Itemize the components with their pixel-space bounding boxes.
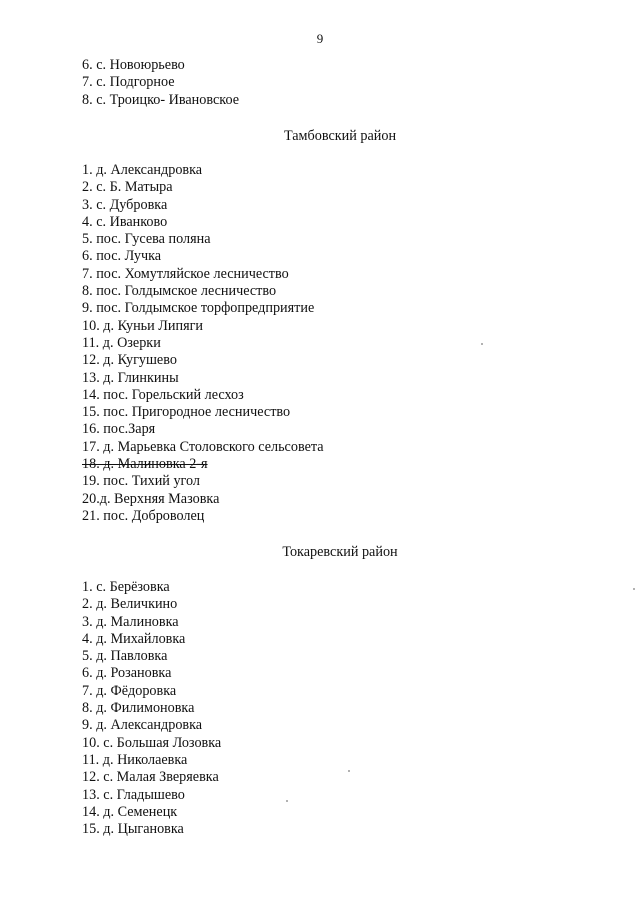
scan-speck: [286, 800, 288, 802]
section-heading-tambov: Тамбовский район: [283, 128, 397, 144]
list-item: 6. пос. Лучка: [82, 248, 162, 265]
list-item: 7. с. Подгорное: [82, 74, 175, 91]
list-item: 14. пос. Горельский лесхоз: [82, 386, 244, 403]
scan-speck: [481, 343, 483, 345]
list-item: 9. пос. Голдымское торфопредприятие: [82, 300, 315, 317]
list-item: 13. д. Глинкины: [82, 369, 179, 386]
list-item: 12. с. Малая Зверяевка: [82, 769, 219, 786]
list-item: 2. д. Величкино: [82, 596, 178, 613]
list-item: 2. с. Б. Матыра: [82, 179, 173, 196]
list-item: 9. д. Александровка: [82, 717, 203, 734]
section-heading-tokarev: Токаревский район: [282, 544, 398, 560]
list-item: 15. д. Цыгановка: [82, 821, 184, 838]
list-item: 14. д. Семенецк: [82, 803, 178, 820]
list-item: 11. д. Озерки: [82, 334, 161, 351]
list-item: 15. пос. Пригородное лесничество: [82, 404, 291, 421]
list-item: 6. с. Новоюрьево: [82, 57, 185, 73]
list-item: 8. пос. Голдымское лесничество: [82, 283, 277, 300]
list-item: 3. д. Малиновка: [82, 613, 179, 630]
list-item: 5. пос. Гусева поляна: [82, 231, 211, 248]
list-item: 19. пос. Тихий угол: [82, 473, 200, 490]
list-item: 21. пос. Доброволец: [82, 507, 205, 524]
list-item: 8. д. Филимоновка: [82, 700, 195, 717]
scan-speck: [348, 770, 350, 772]
list-item: 4. с. Иванково: [82, 213, 168, 230]
list-item: 20.д. Верхняя Мазовка: [82, 490, 220, 507]
list-item: 10. с. Большая Лозовка: [82, 734, 222, 751]
list-item: 5. д. Павловка: [82, 648, 168, 665]
list-item: 16. пос.Заря: [82, 421, 156, 438]
tokarev-settlement-list: [82, 579, 221, 838]
list-item: 1. с. Берёзовка: [82, 579, 170, 595]
list-item: 1. д. Александровка: [82, 162, 203, 178]
list-item-struck: 18. д. Малиновка 2-я: [82, 456, 208, 473]
continued-settlement-list: [82, 57, 239, 109]
list-item: 11. д. Николаевка: [82, 751, 188, 768]
list-item: 8. с. Троицко- Ивановское: [82, 91, 240, 108]
list-item: 12. д. Кугушево: [82, 352, 177, 369]
list-item: 7. пос. Хомутляйское лесничество: [82, 265, 289, 282]
list-item: 4. д. Михайловка: [82, 630, 186, 647]
scan-speck: [633, 588, 635, 590]
list-item: 17. д. Марьевка Столовского сельсовета: [82, 438, 324, 455]
list-item: 7. д. Фёдоровка: [82, 682, 177, 699]
tambov-settlement-list: [82, 162, 324, 525]
list-item: 13. с. Гладышево: [82, 786, 185, 803]
list-item: 3. с. Дубровка: [82, 196, 168, 213]
list-item: 6. д. Розановка: [82, 665, 172, 682]
list-item: 10. д. Куньи Липяги: [82, 317, 204, 334]
page-number: 9: [316, 31, 324, 46]
